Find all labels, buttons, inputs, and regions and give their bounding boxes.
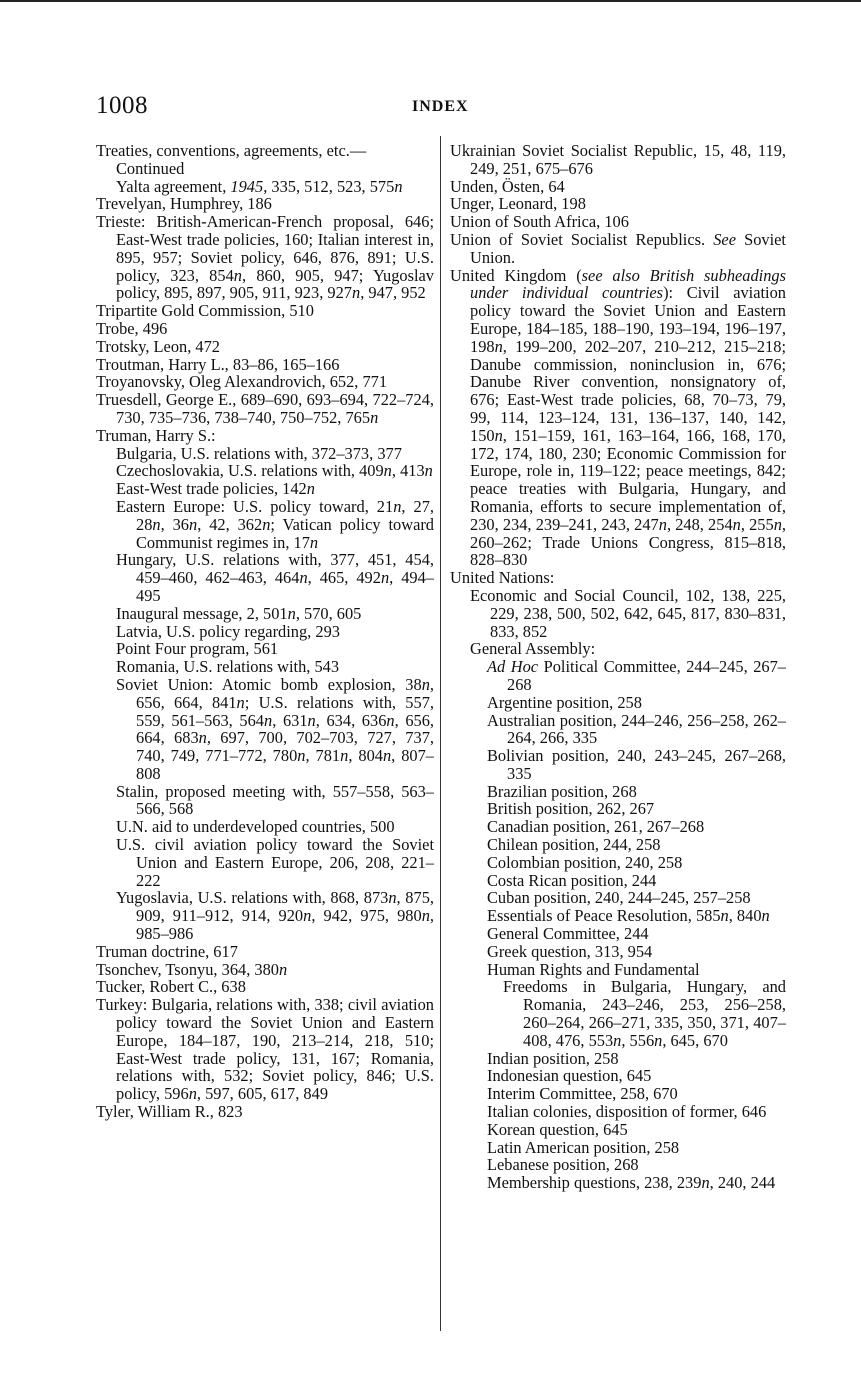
index-entry: Eastern Europe: U.S. policy toward, 21n, 27, 28n, 36n, 42, 362n; Vatican policy toward Communist regimes in, 17n <box>116 496 435 552</box>
index-entry: Canadian position, 261, 267–268 <box>487 817 705 837</box>
index-entry: Australian position, 244–246, 256–258, 262–264, 266, 335 <box>487 710 786 748</box>
index-entry: United Nations: <box>450 568 555 588</box>
column-divider <box>440 136 441 1331</box>
index-entry: Point Four program, 561 <box>116 639 279 659</box>
index-entry: General Assembly: <box>470 639 596 659</box>
index-entry: Korean question, 645 <box>487 1119 628 1139</box>
index-entry: Interim Committee, 258, 670 <box>487 1084 678 1104</box>
index-entry: Unger, Leonard, 198 <box>450 194 586 214</box>
index-entry: Chilean position, 244, 258 <box>487 835 661 855</box>
index-entry: Union of South Africa, 106 <box>450 212 629 232</box>
index-entry: Tyler, William R., 823 <box>96 1102 243 1122</box>
index-entry: East-West trade policies, 142n <box>116 479 315 499</box>
index-entry: Continued <box>116 158 185 178</box>
index-entry: Colombian position, 240, 258 <box>487 852 683 872</box>
index-entry: Brazilian position, 268 <box>487 781 637 801</box>
index-entry: Czechoslovakia, U.S. relations with, 409n, 413n <box>116 461 433 481</box>
index-entry: Stalin, proposed meeting with, 557–558, 563–566, 568 <box>116 781 434 819</box>
index-entry: Cuban position, 240, 244–245, 257–258 <box>487 888 751 908</box>
index-entry: Trobe, 496 <box>96 318 168 338</box>
index-entry: Union of Soviet Socialist Republics. See Soviet Union. <box>450 229 786 267</box>
index-entry: Yugoslavia, U.S. relations with, 868, 873n, 875, 909, 911–912, 914, 920n, 942, 975, 980n, 985–986 <box>116 888 435 944</box>
index-entry: Truesdell, George E., 689–690, 693–694, 722–724, 730, 735–736, 738–740, 750–752, 765n <box>96 390 434 427</box>
index-entry: Trotsky, Leon, 472 <box>96 336 221 356</box>
index-entry: U.N. aid to underdeveloped countries, 500 <box>116 817 395 837</box>
index-entry: Bulgaria, U.S. relations with, 372–373, 377 <box>116 443 402 463</box>
index-entry: Essentials of Peace Resolution, 585n, 840n <box>487 906 770 926</box>
index-entry: British position, 262, 267 <box>487 799 655 819</box>
index-entry: Troutman, Harry L., 83–86, 165–166 <box>96 354 340 374</box>
index-entry: Indonesian question, 645 <box>487 1066 652 1086</box>
index-entry: Freedoms in Bulgaria, Hungary, and Romania, 243–246, 253, 256–258, 260–264, 266–271, 335, 350, 371, 407–408, 476, 553n, 556n, 645, 670 <box>503 977 786 1050</box>
index-entry: Bolivian position, 240, 243–245, 267–268, 335 <box>487 746 786 783</box>
index-entry: Human Rights and Fundamental <box>487 959 700 979</box>
index-entry: Ad Hoc Political Committee, 244–245, 267–268 <box>487 657 786 694</box>
index-entry: Lebanese position, 268 <box>487 1155 639 1175</box>
page-header <box>96 92 786 122</box>
index-entry: Economic and Social Council, 102, 138, 225, 229, 238, 500, 502, 642, 645, 817, 830–831, 833, 852 <box>470 585 786 641</box>
index-entry: Argentine position, 258 <box>487 692 642 712</box>
page-number: 1008 <box>96 92 148 119</box>
index-column-left <box>96 142 434 1121</box>
index-entry: Truman doctrine, 617 <box>96 941 238 961</box>
index-entry: Latvia, U.S. policy regarding, 293 <box>116 621 340 641</box>
running-head: INDEX <box>412 98 469 115</box>
index-entry: Inaugural message, 2, 501n, 570, 605 <box>116 603 362 623</box>
index-entry: Romania, U.S. relations with, 543 <box>116 657 340 677</box>
index-entry: Trevelyan, Humphrey, 186 <box>96 194 272 214</box>
index-entry: Yalta agreement, 1945, 335, 512, 523, 575n <box>116 176 403 196</box>
index-entry: Tripartite Gold Commission, 510 <box>96 301 314 321</box>
index-entry: Latin American position, 258 <box>487 1137 680 1157</box>
index-entry: General Committee, 244 <box>487 924 649 944</box>
index-entry: Greek question, 313, 954 <box>487 941 653 961</box>
index-entry: Costa Rican position, 244 <box>487 870 657 890</box>
index-entry: United Kingdom (see also British subheadings under individual countries): Civil aviation policy toward the Soviet Union and Eastern Europe, 184–185, 188–190, 193–194, 196–197, 198n, 199–200, 202–207, 210–212, 215–218; Danube commission, noninclusion in, 676; Danube River convention, nonsignatory of, 676; East-West trade policies, 68, 70–73, 79, 99, 114, 123–124, 131, 136–137, 140, 142, 150n, 151–159, 161, 163–164, 166, 168, 170, 172, 174, 180, 230; Economic Commission for Europe, role in, 119–122; peace meetings, 842; peace treaties with Bulgaria, Hungary, and Romania, efforts to secure implementation of, 230, 234, 239–241, 243, 247n, 248, 254n, 255n, 260–262; Trade Unions Congress, 815–818, 828–830 <box>450 265 787 570</box>
index-entry: Treaties, conventions, agreements, etc.— <box>96 141 367 160</box>
index-entry: U.S. civil aviation policy toward the Soviet Union and Eastern Europe, 206, 208, 221–222 <box>116 835 434 890</box>
index-entry: Italian colonies, disposition of former, 646 <box>487 1102 767 1122</box>
index-entry: Truman, Harry S.: <box>96 425 216 445</box>
index-entry: Indian position, 258 <box>487 1048 619 1068</box>
index-entry: Hungary, U.S. relations with, 377, 451, 454, 459–460, 462–463, 464n, 465, 492n, 494–495 <box>116 550 434 605</box>
index-entry: Tucker, Robert C., 638 <box>96 977 246 997</box>
index-column-right <box>450 142 786 1192</box>
index-entry: Soviet Union: Atomic bomb explosion, 38n, 656, 664, 841n; U.S. relations with, 557, 559, 561–563, 564n, 631n, 634, 636n, 656, 664, 683n, 697, 700, 702–703, 727, 737, 740, 749, 771–772, 780n, 781n, 804n, 807–808 <box>116 674 435 783</box>
index-entry: Turkey: Bulgaria, relations with, 338; civil aviation policy toward the Soviet Union and Eastern Europe, 184–187, 190, 213–214, 218, 510; East-West trade policy, 131, 167; Romania, relations with, 532; Soviet policy, 846; U.S. policy, 596n, 597, 605, 617, 849 <box>96 995 434 1104</box>
index-entry: Membership questions, 238, 239n, 240, 244 <box>487 1173 776 1193</box>
index-entry: Troyanovsky, Oleg Alexandrovich, 652, 771 <box>96 372 388 392</box>
index-entry: Tsonchev, Tsonyu, 364, 380n <box>96 959 288 979</box>
top-scan-edge <box>0 0 861 2</box>
index-entry: Ukrainian Soviet Socialist Republic, 15, 48, 119, 249, 251, 675–676 <box>450 141 786 178</box>
index-entry: Trieste: British-American-French proposal, 646; East-West trade policies, 160; Italian interest in, 895, 957; Soviet policy, 646, 876, 891; U.S. policy, 323, 854n, 860, 905, 947; Yugoslav policy, 895, 897, 905, 911, 923, 927n, 947, 952 <box>96 212 434 303</box>
index-entry: Unden, Östen, 64 <box>450 176 565 196</box>
